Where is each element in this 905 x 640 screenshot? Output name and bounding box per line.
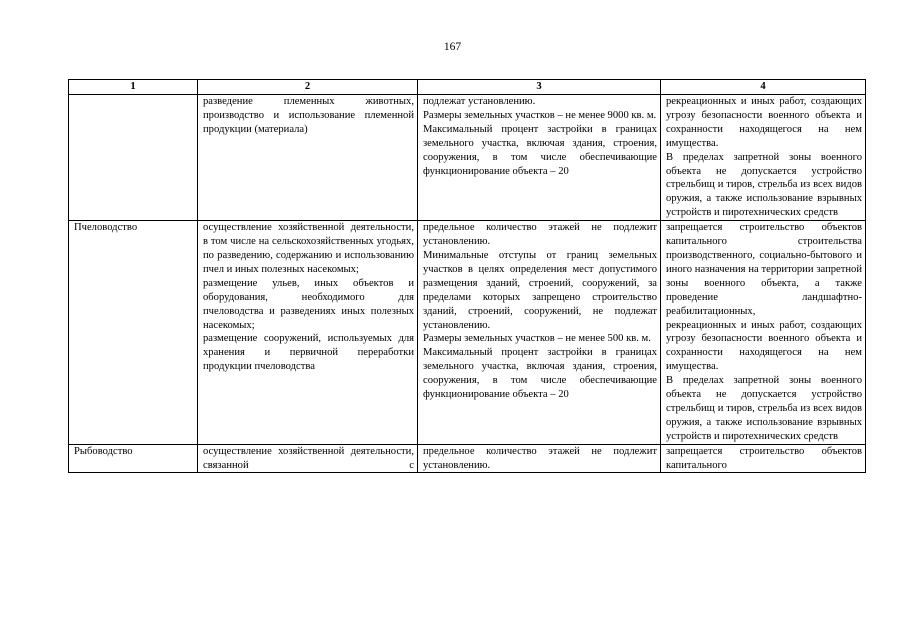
- cell-paragraph: предельное количество этажей не подлежит установлению.: [423, 445, 657, 471]
- cell-paragraph: осуществление хозяйственной деятельности, в том числе на сельскохозяйственных угодьях, по разведению, содержанию и использованию пчел и иных полезных насекомых;: [203, 222, 414, 275]
- column-header-2: 2: [198, 80, 418, 95]
- cell-paragraph: Максимальный процент застройки в границах земельного участка, включая здания, строения, сооружения, в том числе обеспечивающие функционирование объекта – 20: [423, 123, 657, 177]
- table-row: [69, 444, 866, 473]
- column-header-3: 3: [418, 80, 661, 95]
- cell-paragraph: размещение сооружений, используемых для хранения и первичной переработки продукции пчеловодства: [203, 333, 414, 373]
- cell-paragraph: Размеры земельных участков – не менее 9000 кв. м.: [423, 109, 657, 121]
- table-row: [69, 95, 866, 221]
- land-use-name-cell: Рыбоводство: [69, 444, 198, 473]
- regulations-table: [68, 79, 866, 473]
- cell-paragraph: подлежат установлению.: [423, 96, 536, 107]
- cell-paragraph: В пределах запретной зоны военного объекта не допускается устройство стрельбищ и тиров, стрельба из всех видов оружия, а также использование взрывных устройств и пиротехнических средств: [666, 375, 862, 442]
- cell-paragraph: В пределах запретной зоны военного объекта не допускается устройство стрельбищ и тиров, стрельба из всех видов оружия, а также использование взрывных устройств и пиротехнических средств: [666, 151, 862, 219]
- cell-paragraph: предельное количество этажей не подлежит установлению.: [423, 222, 657, 248]
- permitted-use-description-cell: [198, 95, 418, 221]
- land-use-name-cell: Пчеловодство: [69, 221, 198, 445]
- cell-paragraph: рекреационных и иных работ, создающих угрозу безопасности военного объекта и сохранности находящегося на нем имущества.: [666, 319, 862, 373]
- restrictions-cell: [661, 221, 866, 445]
- cell-paragraph: запрещается строительство объектов капитального: [666, 445, 862, 471]
- table-row: [69, 221, 866, 445]
- cell-paragraph: рекреационных и иных работ, создающих угрозу безопасности военного объекта и сохранности находящегося на нем имущества.: [666, 96, 862, 149]
- permitted-use-description-cell: [198, 221, 418, 445]
- cell-paragraph: размещение ульев, иных объектов и оборудования, необходимого для пчеловодства и разведениях иных полезных насекомых;: [203, 277, 414, 331]
- construction-parameters-cell: [418, 95, 661, 221]
- restrictions-cell: [661, 444, 866, 473]
- column-header-1: 1: [69, 80, 198, 95]
- land-use-name-cell: [69, 95, 198, 221]
- column-header-4: 4: [661, 80, 866, 95]
- construction-parameters-cell: [418, 444, 661, 473]
- construction-parameters-cell: [418, 221, 661, 445]
- cell-paragraph: запрещается строительство объектов капитального строительства производственного, социально-бытового и иного назначения на территории запретной зоны военного объекта, а также проведение ландшафтно-реабилитационных,: [666, 222, 862, 317]
- cell-paragraph: Размеры земельных участков – не менее 500 кв. м.: [423, 333, 651, 345]
- cell-paragraph: разведение племенных животных, производство и использование племенной продукции (материала): [203, 96, 414, 135]
- table-header-row: [69, 80, 866, 95]
- permitted-use-description-cell: [198, 444, 418, 473]
- cell-paragraph: осуществление хозяйственной деятельности, связанной с: [203, 445, 414, 471]
- page-number: 167: [443, 41, 462, 53]
- cell-paragraph: Минимальные отступы от границ земельных участков в целях определения мест допустимого размещения зданий, строений, сооружений, за пределами которых запрещено строительство зданий, строений, сооружений, не подлежат установлению.: [423, 249, 657, 331]
- restrictions-cell: [661, 95, 866, 221]
- cell-paragraph: Максимальный процент застройки в границах земельного участка, включая здания, строения, сооружения, в том числе обеспечивающие функционирование объекта – 20: [423, 347, 657, 401]
